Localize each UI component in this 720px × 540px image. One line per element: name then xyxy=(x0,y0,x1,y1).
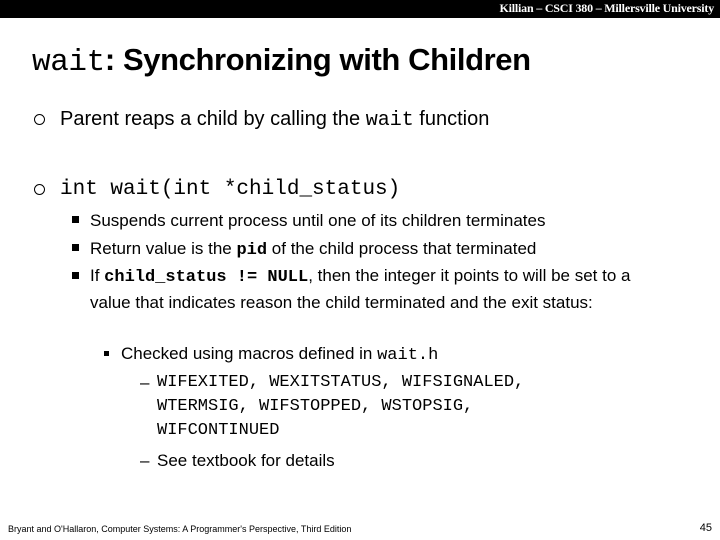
title-text: : Synchronizing with Children xyxy=(104,42,531,77)
dash-item-text: See textbook for details xyxy=(157,451,335,470)
square-bullet-icon xyxy=(72,272,79,279)
wait-h-code: wait.h xyxy=(377,346,439,365)
macro-list-code: WIFEXITED, WEXITSTATUS, WIFSIGNALED, WTERMSIG, WIFSTOPPED, WSTOPSIG, WIFCONTINUED xyxy=(157,373,525,440)
text-fragment: , then the integer it points to will be set to a value that indicates reason the child terminated and the exit status: xyxy=(90,266,631,312)
pid-code: pid xyxy=(236,241,268,260)
dash-item-macros xyxy=(140,371,600,443)
sub-bullet-text: Suspends current process until one of its children terminates xyxy=(90,211,546,230)
footer-source: Bryant and O'Hallaron, Computer Systems: A Programmer's Perspective, Third Edition xyxy=(8,524,352,534)
sub-bullet-text xyxy=(90,263,672,315)
bullet-text: Parent reaps a child by calling the xyxy=(60,108,366,130)
bullet-content xyxy=(60,108,489,132)
header-bar xyxy=(0,0,720,18)
bullet-text: function xyxy=(413,108,490,130)
square-bullet-icon xyxy=(72,216,79,223)
wait-signature-code: int wait(int *child_status) xyxy=(60,178,401,201)
text-fragment: of the child process that terminated xyxy=(267,239,537,258)
title-code: wait xyxy=(32,45,105,80)
header-text: Killian – CSCI 380 – Millersville University xyxy=(499,1,714,15)
ring-bullet-icon xyxy=(34,114,45,125)
sub-bullet-return-value xyxy=(72,235,672,264)
subsub-bullet-macros xyxy=(104,340,438,369)
text-fragment: Return value is the xyxy=(90,239,237,258)
child-status-code: child_status != NULL xyxy=(104,268,309,287)
page-number: 45 xyxy=(699,522,712,534)
sub-bullet-text xyxy=(90,235,672,264)
sub-bullet-child-status xyxy=(72,263,672,315)
bullet-code: wait xyxy=(365,109,414,132)
sub-bullet-suspends xyxy=(72,207,672,234)
subsub-bullet-text xyxy=(121,344,438,363)
text-fragment: Checked using macros defined in xyxy=(121,344,378,363)
square-bullet-icon xyxy=(72,244,79,251)
text-fragment: If xyxy=(90,266,105,285)
dash-bullet: – xyxy=(140,451,150,470)
slide-title xyxy=(32,42,531,80)
ring-bullet-icon xyxy=(34,184,45,195)
square-bullet-icon xyxy=(104,351,109,356)
dash-item-textbook xyxy=(140,449,335,473)
dash-bullet: – xyxy=(140,373,150,392)
